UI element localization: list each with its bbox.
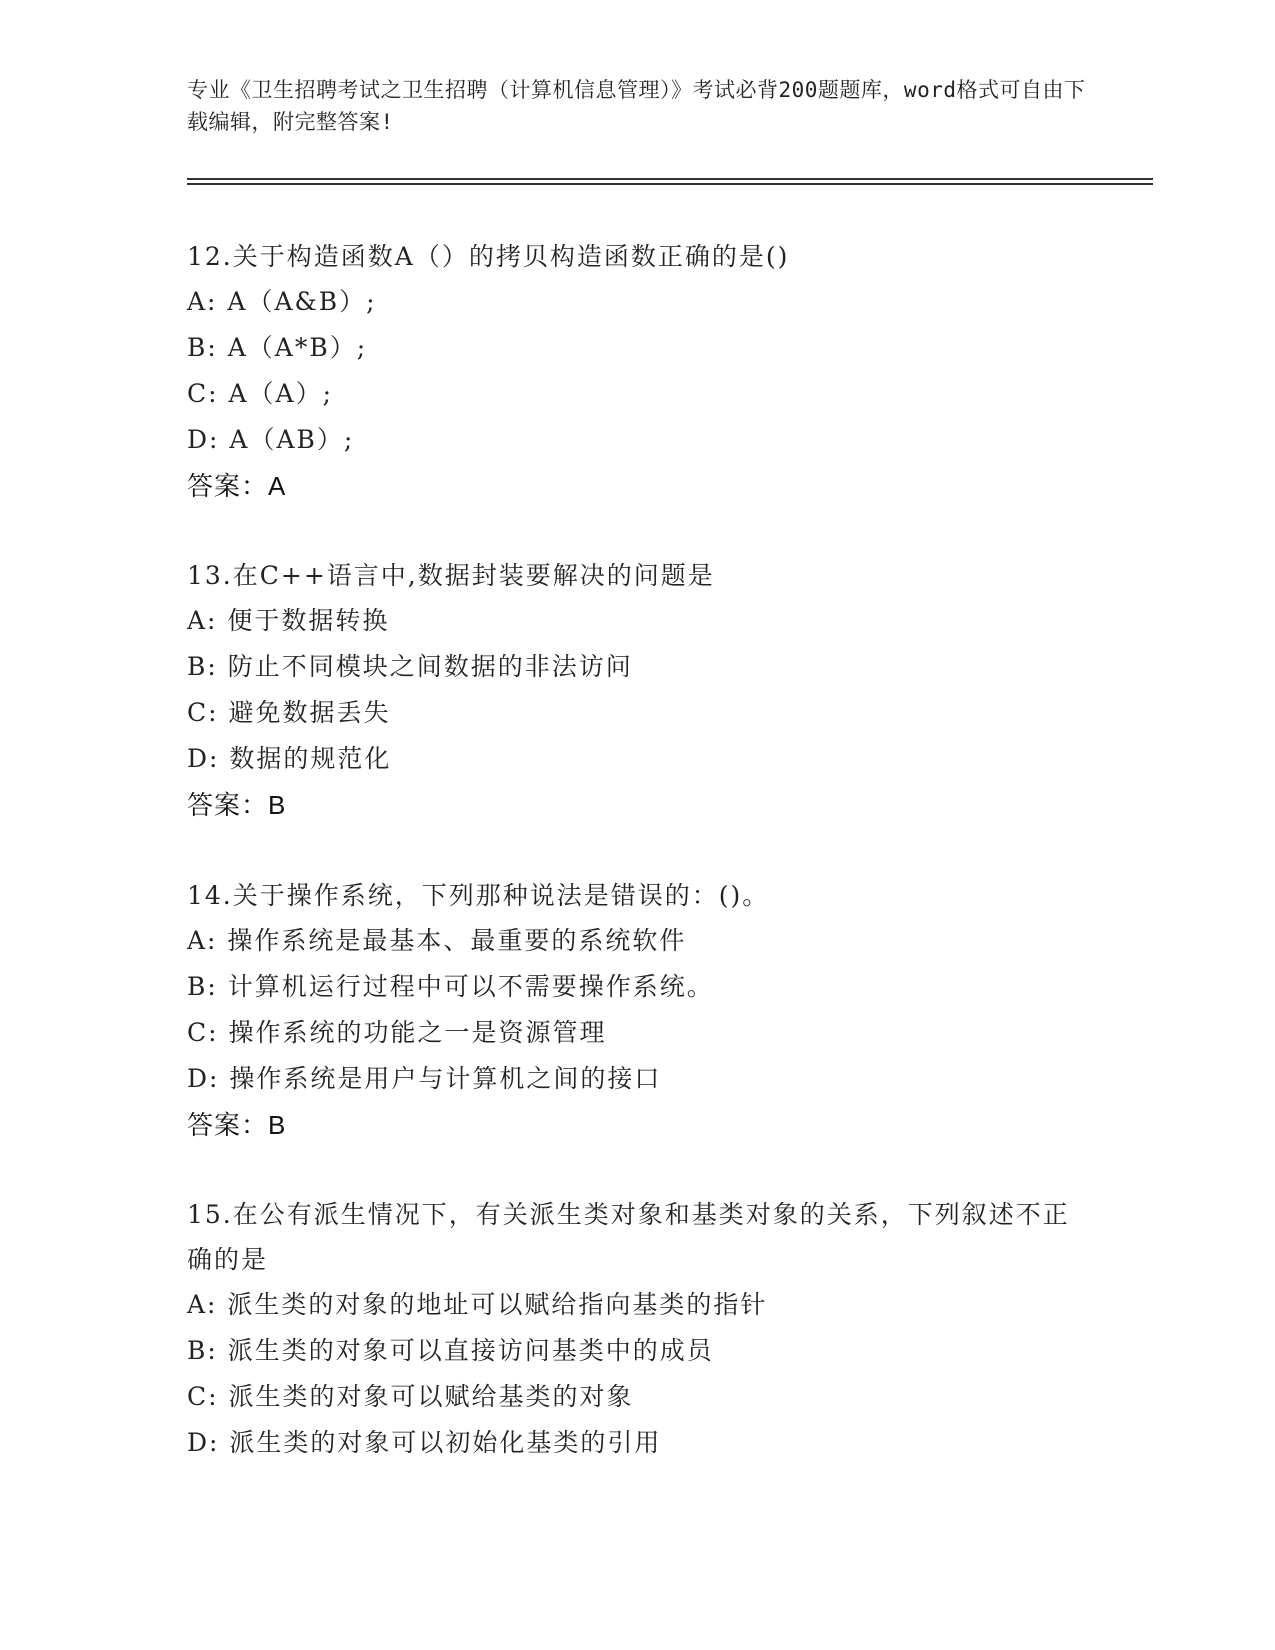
option-a: A: A（A&B）;	[187, 287, 377, 316]
option-b: B: 计算机运行过程中可以不需要操作系统。	[187, 972, 714, 1001]
option-c: C: 操作系统的功能之一是资源管理	[187, 1018, 607, 1047]
answer: 答案：A	[187, 471, 287, 501]
option-d: D: 派生类的对象可以初始化基类的引用	[187, 1428, 662, 1457]
option-a: A: 便于数据转换	[187, 606, 390, 635]
question-14	[187, 873, 1087, 1148]
question-stem: 13.在C++语言中,数据封装要解决的问题是	[187, 561, 715, 590]
option-d: D: 操作系统是用户与计算机之间的接口	[187, 1064, 662, 1093]
question-stem: 14.关于操作系统，下列那种说法是错误的：()。	[187, 881, 770, 910]
question-stem: 12.关于构造函数A（）的拷贝构造函数正确的是()	[187, 242, 790, 271]
question-15	[187, 1192, 1087, 1466]
option-b: B: 防止不同模块之间数据的非法访问	[187, 652, 633, 681]
option-b: B: 派生类的对象可以直接访问基类中的成员	[187, 1336, 714, 1365]
question-stem: 15.在公有派生情况下，有关派生类对象和基类对象的关系，下列叙述不正确的是	[187, 1200, 1070, 1274]
option-d: D: 数据的规范化	[187, 744, 392, 773]
option-b: B: A（A*B）;	[187, 333, 368, 362]
question-12	[187, 234, 1087, 509]
option-a: A: 操作系统是最基本、最重要的系统软件	[187, 926, 687, 955]
header-divider-top	[187, 178, 1153, 180]
option-c: C: 避免数据丢失	[187, 698, 391, 727]
option-d: D: A（AB）;	[187, 425, 355, 454]
option-c: C: 派生类的对象可以赋给基类的对象	[187, 1382, 634, 1411]
answer: 答案：B	[187, 790, 287, 820]
answer: 答案：B	[187, 1110, 287, 1140]
document-intro: 专业《卫生招聘考试之卫生招聘（计算机信息管理）》考试必背200题题库，word格式可自由下载编辑，附完整答案!	[187, 78, 1086, 134]
option-a: A: 派生类的对象的地址可以赋给指向基类的指针	[187, 1290, 768, 1319]
question-13	[187, 553, 1087, 828]
header-divider-bottom	[187, 183, 1153, 185]
option-c: C: A（A）;	[187, 379, 334, 408]
